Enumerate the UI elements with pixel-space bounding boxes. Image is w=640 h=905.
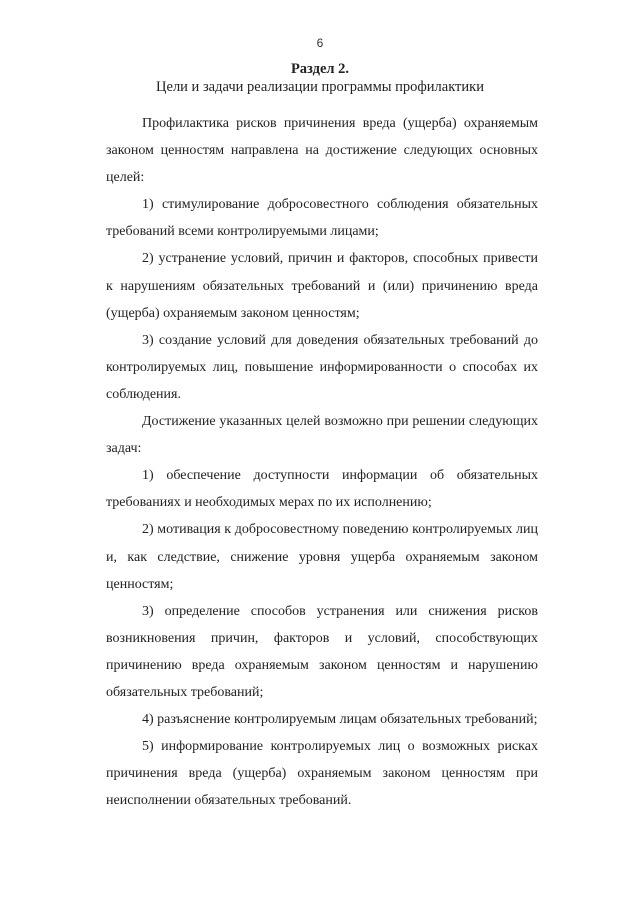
section-title: Раздел 2. xyxy=(290,61,350,77)
paragraph-task-2: 2) мотивация к добросовестному поведению контролируемых лиц и, как следствие, снижение уровня ущерба охраняемым законом ценностям; xyxy=(106,522,538,592)
paragraph-task-1: 1) обеспечение доступности информации об обязательных требованиях и необходимых мерах по их исполнению; xyxy=(106,468,538,511)
paragraph-goal-3: 3) создание условий для доведения обязательных требований до контролируемых лиц, повышение информированности о способах их соблюдения. xyxy=(106,332,538,402)
paragraph-task-3: 3) определение способов устранения или снижения рисков возникновения причин, факторов и условий, способствующих причинению вреда охраняемым законом ценностям и нарушению обязательных требований; xyxy=(106,603,538,700)
document-body xyxy=(106,110,538,814)
paragraph-intro-tasks: Достижение указанных целей возможно при решении следующих задач: xyxy=(106,414,538,457)
page-number: 6 xyxy=(316,36,324,50)
paragraph-task-5: 5) информирование контролируемых лиц о возможных рисках причинения вреда (ущерба) охраняемым законом ценностям при неисполнении обязательных требований. xyxy=(106,739,538,809)
paragraph-intro-goals: Профилактика рисков причинения вреда (ущерба) охраняемым законом ценностям направлена на достижение следующих основных целей: xyxy=(106,116,538,186)
paragraph-task-4: 4) разъяснение контролируемым лицам обязательных требований; xyxy=(142,712,538,728)
paragraph-goal-2: 2) устранение условий, причин и факторов, способных привести к нарушениям обязательных требований и (или) причинению вреда (ущерба) охраняемым законом ценностям; xyxy=(106,251,538,321)
paragraph-goal-1: 1) стимулирование добросовестного соблюдения обязательных требований всеми контролируемыми лицами; xyxy=(106,197,538,240)
section-subtitle: Цели и задачи реализации программы профилактики xyxy=(156,79,484,95)
